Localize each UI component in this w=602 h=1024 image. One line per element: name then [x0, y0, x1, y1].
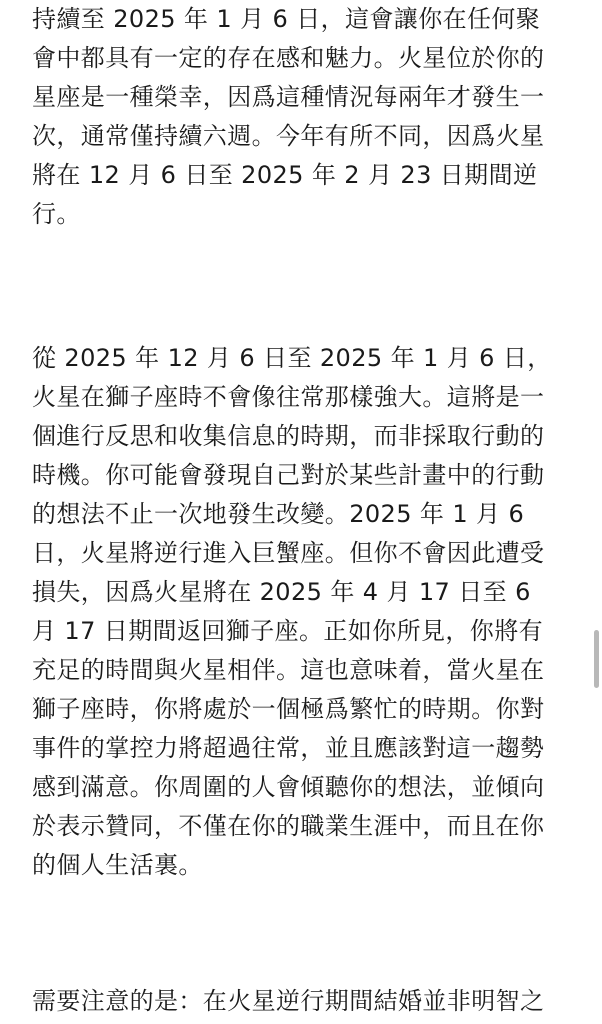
scrollbar-track[interactable]	[593, 0, 599, 1024]
paragraph-mars-in-leo	[32, 339, 577, 885]
text-line: 將在 12 月 6 日至 2025 年 2 月 23 日期間逆	[32, 161, 538, 189]
text-line: 個進行反思和收集信息的時期，而非採取行動的	[32, 422, 545, 450]
paragraph-mars-duration	[32, 0, 577, 234]
text-line: 從 2025 年 12 月 6 日至 2025 年 1 月 6 日，	[32, 344, 552, 372]
text-line: 次，通常僅持續六週。今年有所不同，因爲火星	[32, 122, 545, 150]
text-line: 事件的掌控力將超過往常，並且應該對這一趨勢	[32, 734, 545, 762]
text-line: 於表示贊同，不僅在你的職業生涯中，而且在你	[32, 812, 545, 840]
scrollbar-thumb[interactable]	[594, 630, 599, 688]
text-line: 損失，因爲火星將在 2025 年 4 月 17 日至 6	[32, 578, 531, 606]
text-line: 星座是一種榮幸，因爲這種情況每兩年才發生一	[32, 83, 545, 111]
text-line: 持續至 2025 年 1 月 6 日，這會讓你在任何聚	[32, 5, 541, 33]
text-line: 時機。你可能會發現自己對於某些計畫中的行動	[32, 461, 545, 489]
text-line: 的想法不止一次地發生改變。2025 年 1 月 6	[32, 500, 525, 528]
text-line: 充足的時間與火星相伴。這也意味着，當火星在	[32, 656, 545, 684]
text-line: 的個人生活裏。	[32, 851, 203, 879]
text-line: 火星在獅子座時不會像往常那樣強大。這將是一	[32, 383, 545, 411]
paragraph-retrograde-note	[32, 982, 577, 1021]
text-line: 月 17 日期間返回獅子座。正如你所見，你將有	[32, 617, 543, 645]
text-line: 日，火星將逆行進入巨蟹座。但你不會因此遭受	[32, 539, 545, 567]
text-line: 會中都具有一定的存在感和魅力。火星位於你的	[32, 44, 545, 72]
text-line: 感到滿意。你周圍的人會傾聽你的想法，並傾向	[32, 773, 545, 801]
text-line: 需要注意的是：在火星逆行期間結婚並非明智之	[32, 987, 545, 1015]
text-line: 獅子座時，你將處於一個極爲繁忙的時期。你對	[32, 695, 545, 723]
text-line: 行。	[32, 200, 81, 228]
